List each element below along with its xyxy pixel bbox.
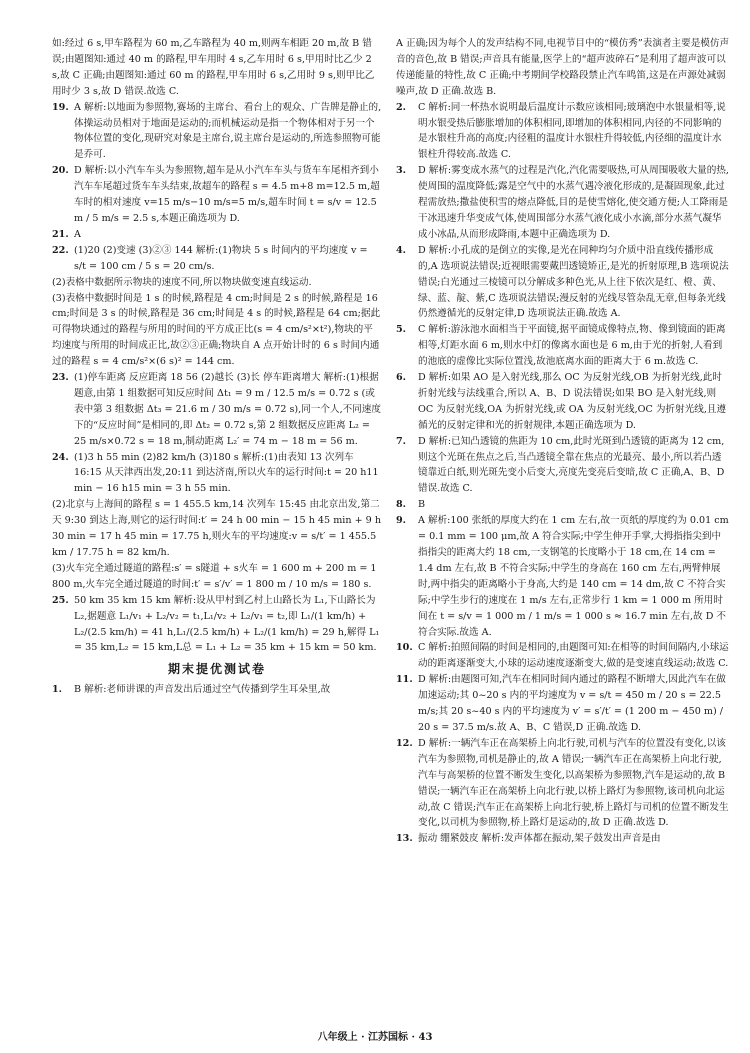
question-number: 20.: [52, 165, 69, 177]
answer-text: A 解析:100 张纸的厚度大约在 1 cm 左右,故一页纸的厚度约为 0.01 cm = 0.1 mm = 100 μm,故 A 符合实际;中学生伸开手掌,大拇指指尖到中指指尖的距离大约 18 cm,一支钢笔的长度略小于 18 cm,在 14 cm = 1.4 dm 左右,故 B 不符合实际;中学生的身高在 160 cm 左右,两臂伸展时,两中指尖的距离略小于身高,大约是 140 cm = 14 dm,故 C 不符合实际;中学生步行的速度在 1 m/s 左右,正常步行 1 km = 1 000 m 所用时间在 t = s/v = 1 000 m / 1 m/s = 1 000 s ≈ 16.7 min 左右,故 D 不符合实际.故选 A.: [418, 515, 729, 638]
answer-text: D 解析:小孔成的是倒立的实像,是光在同种均匀介质中沿直线传播形成的,A 选项说法错误;近视眼需要戴凹透镜矫正,是光的折射原理,B 选项说法错误;白光通过三棱镜可以分解成多种色光,从上往下依次是红、橙、黄、绿、蓝、靛、紫,C 选项说法错误;漫反射的光线尽管杂乱无章,但每条光线仍然遵循光的反射定律,D 选项说法正确.故选 A.: [418, 244, 729, 320]
answer-text: 振动 绷紧鼓皮 解析:发声体都在振动,架子鼓发出声音是由: [418, 833, 661, 845]
question-number: 22.: [52, 244, 69, 256]
question-number: 4.: [396, 244, 407, 256]
answer-entry: [52, 370, 382, 450]
answer-entry: [52, 243, 382, 275]
question-number: 8.: [396, 499, 407, 511]
question-number: 2.: [396, 101, 407, 113]
question-number: 7.: [396, 435, 407, 447]
answer-entry: [396, 831, 730, 847]
answer-text: 50 km 35 km 15 km 解析:设从甲村到乙村上山路长为 L₁,下山路长为 L₂,据题意 L₁/v₁ + L₂/v₂ = t₁,L₁/v₂ + L₂/v₁ = t₂,即 L₁/(1 km/h) + L₂/(2.5 km/h) = 41 h,L₁/(2.5 km/h) + L₂/(1 km/h) = 29 h,解得 L₁ = 35 km,L₂ = 15 km,L总 = L₁ + L₂ = 35 km + 15 km = 50 km.: [74, 594, 380, 654]
answer-entry: [396, 370, 730, 434]
answer-entry: [396, 100, 730, 164]
continued-text: (3)表格中数据时间是 1 s 的时候,路程是 4 cm;时间是 2 s 的时候,路程是 16 cm;时间是 3 s 的时候,路程是 36 cm;时间是 4 s 的时候,路程是 64 cm;据此可得物块通过的路程与所用的时间的平方成正比(s = 4 cm/s²×t²),物块的平均速度与所用的时间成正比,故②③正确;物块自 A 点开始计时的 6 s 时间内通过的路程 s = 4 cm/s²×(6 s)² = 144 cm.: [52, 292, 381, 368]
continued-text: (3)火车完全通过隧道的路程:s′ = s隧道 + s火车 = 1 600 m + 200 m = 1 800 m,火车完全通过隧道的时间:t′ = s′/v′ = 1 800 m / 10 m/s = 180 s.: [52, 562, 377, 590]
question-number: 3.: [396, 165, 407, 177]
answer-text: D 解析:如果 AO 是入射光线,那么 OC 为反射光线,OB 为折射光线,此时折射光线与法线重合,所以 A、B、D 说法错误;如果 BO 是入射光线,则 OC 为反射光线,OA 为折射光线,或 OA 为反射光线,OC 为折射光线,且遵循光的反射定律和光的折射规律,本题正确选项为 D.: [418, 372, 727, 431]
question-number: 1.: [52, 684, 63, 696]
answer-text: A 解析:以地面为参照物,赛场的主席台、看台上的观众、广告牌是静止的,体操运动员相对于地面是运动的;而机械运动是指一个物体相对于另一个物体位置的变化,现研究对象是主席台,说主席台是运动的,所选参照物可能是乔可.: [74, 101, 382, 161]
answer-entry: [396, 243, 730, 323]
question-number: 11.: [396, 674, 413, 686]
question-number: 9.: [396, 515, 407, 527]
continued-text: A 正确;因为每个人的发声结构不同,电视节目中的“模仿秀”表演者主要是模仿声音的音色,故 B 错误;声音具有能量,医学上的“超声波碎石”是利用了超声波可以传递能量的特性,故 C 正确;中考期间学校路段禁止汽车鸣笛,这是在声源处减弱噪声,故 D 正确.故选 B.: [396, 38, 730, 97]
question-number: 23.: [52, 372, 69, 384]
answer-entry: [52, 163, 382, 227]
answer-text: D 解析:已知凸透镜的焦距为 10 cm,此时光斑到凸透镜的距离为 12 cm,则这个光斑在焦点之后,当凸透镜全靠在焦点的光最亮、最小,所以若凸透镜靠近白纸,则光斑先变小后变大,亮度先变亮后变暗,故 C 正确,A、B、D 错误.故选 C.: [418, 435, 725, 495]
question-number: 24.: [52, 451, 69, 463]
answer-text: D 解析:由题图可知,汽车在相同时间内通过的路程不断增大,因此汽车在做加速运动;其 0~20 s 内的平均速度为 v = s/t = 450 m / 20 s = 22.5 m/s;其 20 s~40 s 内的平均速度为 v′ = s′/t′ = (1 200 m − 450 m) / 20 s = 37.5 m/s.故 A、B、C 错误,D 正确.故选 D.: [418, 674, 726, 733]
answer-text: (1)20 (2)变速 (3)②③ 144 解析:(1)物块 5 s 时间内的平均速度 v = s/t = 100 cm / 5 s = 20 cm/s.: [74, 244, 368, 272]
answer-entry: [396, 497, 730, 513]
answer-entry: [52, 450, 382, 498]
answer-text: C 解析:拍照间隔的时间是相同的,由题图可知:在相等的时间间隔内,小球运动的距离逐渐变大,小球的运动速度逐渐变大,做的是变速直线运动;故选 C.: [418, 642, 729, 670]
question-number: 10.: [396, 642, 413, 654]
answer-entry: [396, 163, 730, 243]
question-number: 25.: [52, 594, 69, 606]
answer-text: (1)停车距离 反应距离 18 56 (2)越长 (3)长 停车距离增大 解析:(1)根据题意,由第 1 组数据可知反应时间 Δt₁ = 9 m / 12.5 m/s = 0.72 s (或表中第 3 组数据 Δt₃ = 21.6 m / 30 m/s = 0.72 s),同一个人,不同速度下的“反应时间”是相同的,即 Δt₂ = 0.72 s,第 2 组数据反应距离 L₂ = 25 m/s×0.72 s = 18 m,制动距离 L₂′ = 74 m − 18 m = 56 m.: [74, 372, 381, 447]
answer-text: (1)3 h 55 min (2)82 km/h (3)180 s 解析:(1)由表知 13 次列车 16:15 从天津西出发,20:11 到达济南,所以火车的运行时间:t = 20 h11 min − 16 h15 min = 3 h 55 min.: [74, 451, 379, 495]
answer-entry: [396, 434, 730, 498]
answer-text: C 解析:同一杯热水说明最后温度计示数应该相同;玻璃泡中水银量相等,说明水银受热后膨胀增加的体积相同,即增加的体积相同,内径的不同影响的是水银柱升高的高度;内径粗的温度计水银柱升得较低,内径细的温度计水银柱升得较高.故选 C.: [418, 101, 726, 161]
answer-text: D 解析:一辆汽车正在高架桥上向北行驶,司机与汽车的位置没有变化,以该汽车为参照物,司机是静止的,故 A 错误;一辆汽车正在高架桥上向北行驶,汽车与高架桥的位置不断发生变化,以高架桥为参照物,汽车是运动的,故 B 错误;一辆汽车正在高架桥上向北行驶,以桥上路灯为参照物,该司机向北运动,故 C 错误;汽车正在高架桥上向北行驶,桥上路灯与司机的位置不断发生变化,以司机为参照物,桥上路灯是运动的,故 D 正确.故选 D.: [418, 737, 729, 829]
answer-entry: [52, 100, 382, 164]
question-number: 19.: [52, 101, 69, 113]
question-number: 6.: [396, 372, 407, 384]
answer-entry: [396, 513, 730, 640]
question-number: 12.: [396, 737, 413, 749]
answer-text: D 解析:雾变成水蒸气的过程是汽化,汽化需要吸热,可从周围吸收大量的热,使周围的温度降低;露是空气中的水蒸气遇冷液化形成的,是凝固现象,此过程需放热;撒盐使积雪的熔点降低,目的是使雪熔化,使交通方便;人工降雨是干冰迅速升华变成气体,使周围部分水蒸气液化成小水滴,部分水蒸气凝华成小冰晶,从而形成降雨,本题中正确选项为 D.: [418, 165, 729, 240]
continued-text: (2)表格中数据所示物块的速度不同,所以物块做变速直线运动.: [52, 276, 312, 288]
page-footer: 八年级上 · 江苏国标 · 43: [317, 1032, 433, 1043]
right-column: [396, 36, 730, 847]
continued-text: (2)北京与上海间的路程 s = 1 455.5 km,14 次列车 15:45 由北京出发,第二天 9:30 到达上海,则它的运行时间:t′ = 24 h 00 min − 15 h 45 min + 9 h 30 min = 17 h 45 min = 17.75 h,则火车的平均速度:v = s/t′ = 1 455.5 km / 17.75 h = 82 km/h.: [52, 499, 382, 558]
question-number: 13.: [396, 833, 413, 845]
continued-text: 如:经过 6 s,甲车路程为 60 m,乙车路程为 40 m,则两车相距 20 m,故 B 错误;由题图知:通过 40 m 的路程,甲车用时 4 s,乙车用时 6 s,甲用时比乙少 2 s,故 C 正确;由题图知:通过 60 m 的路程,甲车用时 6 s,乙用时 9 s,则甲比乙用时少 3 s,故 D 错误.故选 C.: [52, 38, 375, 97]
question-number: 5.: [396, 324, 407, 336]
answer-text: A: [74, 228, 81, 240]
question-number: 21.: [52, 228, 69, 240]
answer-text: B: [418, 499, 426, 511]
answer-entry: [396, 672, 730, 736]
left-column: [52, 36, 382, 698]
answer-entry: [52, 227, 382, 243]
section-title: 期末提优测试卷: [167, 662, 266, 677]
answer-entry: [396, 736, 730, 831]
answer-text: C 解析:游泳池水面相当于平面镜,据平面镜成像特点,物、像到镜面的距离相等,灯距水面 6 m,则水中灯的像离水面也是 6 m,由于光的折射,人看到的池底的虚像比实际位置浅,故池底离水面的距离大于 6 m.故选 C.: [418, 324, 726, 368]
answer-entry: [52, 682, 382, 698]
answer-text: B 解析:老师讲课的声音发出后通过空气传播到学生耳朵里,故: [74, 684, 331, 696]
answer-entry: [396, 640, 730, 672]
answer-text: D 解析:以小汽车车头为参照物,超车是从小汽车车头与货车车尾相齐到小汽车车尾超过货车车头结束,故超车的路程 s = 4.5 m+8 m=12.5 m,超车时的相对速度 v=15 m/s−10 m/s=5 m/s,超车时间 t = s/v = 12.5 m / 5 m/s = 2.5 s,本题正确选项为 D.: [74, 165, 380, 224]
answer-entry: [396, 322, 730, 370]
answer-entry: [52, 593, 382, 657]
